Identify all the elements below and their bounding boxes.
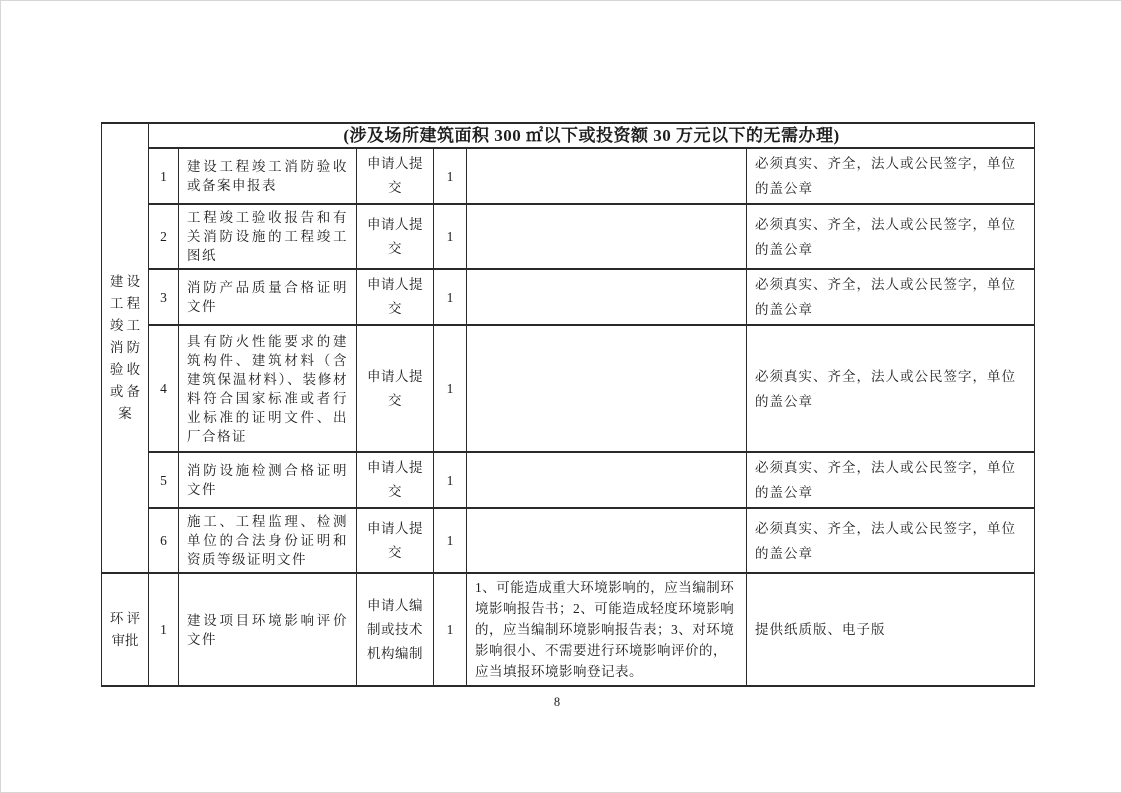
category-line: 案 (118, 406, 132, 421)
material-name-cell: 消防产品质量合格证明文件 (179, 269, 357, 325)
row-number-cell: 1 (149, 573, 179, 686)
count-cell: 1 (434, 325, 467, 452)
count-cell: 1 (434, 452, 467, 508)
material-name-cell: 具有防火性能要求的建筑构件、建筑材料（含建筑保温材料）、装修材料符合国家标准或者行业标准的证明文件、出厂合格证 (179, 325, 357, 452)
category-line: 工 程 (109, 296, 141, 311)
category-line: 竣 工 (109, 318, 141, 333)
category-cell (102, 123, 149, 573)
description-cell (467, 269, 747, 325)
category-line: 建 设 (109, 274, 141, 289)
description-cell (467, 508, 747, 573)
table-row (102, 573, 1035, 686)
description-cell (467, 204, 747, 269)
table-row (102, 452, 1035, 508)
source-cell: 申请人编制或技术机构编制 (357, 573, 434, 686)
row-number-cell: 3 (149, 269, 179, 325)
count-cell: 1 (434, 204, 467, 269)
category-line: 环 评 (109, 610, 141, 626)
row-number-cell: 6 (149, 508, 179, 573)
description-cell (467, 452, 747, 508)
description-cell: 1、可能造成重大环境影响的，应当编制环境影响报告书；2、可能造成轻度环境影响的，应当编制环境影响报告表；3、对环境影响很小、不需要进行环境影响评价的，应当填报环境影响登记表。 (467, 573, 747, 686)
count-cell: 1 (434, 508, 467, 573)
material-name-cell: 工程竣工验收报告和有关消防设施的工程竣工图纸 (179, 204, 357, 269)
count-cell: 1 (434, 269, 467, 325)
requirement-cell: 必须真实、齐全，法人或公民签字，单位的盖公章 (747, 148, 1035, 204)
material-name-cell: 建设工程竣工消防验收或备案申报表 (179, 148, 357, 204)
table-row (102, 148, 1035, 204)
category-line: 审批 (111, 632, 139, 648)
source-cell: 申请人提交 (357, 269, 434, 325)
header-note: (涉及场所建筑面积 300 ㎡以下或投资额 30 万元以下的无需办理) (149, 123, 1035, 148)
table-row (102, 204, 1035, 269)
category-line: 验 收 (109, 362, 141, 377)
source-cell: 申请人提交 (357, 148, 434, 204)
table-body (102, 123, 1035, 686)
requirements-table (101, 122, 1035, 687)
requirement-cell: 必须真实、齐全，法人或公民签字，单位的盖公章 (747, 269, 1035, 325)
row-number-cell: 1 (149, 148, 179, 204)
row-number-cell: 5 (149, 452, 179, 508)
table-row (102, 508, 1035, 573)
count-cell: 1 (434, 148, 467, 204)
table-row (102, 325, 1035, 452)
material-name-cell: 消防设施检测合格证明文件 (179, 452, 357, 508)
row-number-cell: 2 (149, 204, 179, 269)
page-number: 8 (553, 695, 561, 709)
count-cell: 1 (434, 573, 467, 686)
category-cell (102, 573, 149, 686)
requirement-cell: 必须真实、齐全，法人或公民签字，单位的盖公章 (747, 204, 1035, 269)
description-cell (467, 148, 747, 204)
requirement-cell: 必须真实、齐全，法人或公民签字，单位的盖公章 (747, 452, 1035, 508)
source-cell: 申请人提交 (357, 325, 434, 452)
description-cell (467, 325, 747, 452)
row-number-cell: 4 (149, 325, 179, 452)
category-line: 消 防 (109, 340, 141, 355)
material-name-cell: 施工、工程监理、检测单位的合法身份证明和资质等级证明文件 (179, 508, 357, 573)
requirement-cell: 必须真实、齐全，法人或公民签字，单位的盖公章 (747, 508, 1035, 573)
requirement-cell: 必须真实、齐全，法人或公民签字，单位的盖公章 (747, 325, 1035, 452)
source-cell: 申请人提交 (357, 204, 434, 269)
category-line: 或 备 (109, 384, 141, 399)
source-cell: 申请人提交 (357, 508, 434, 573)
material-name-cell: 建设项目环境影响评价文件 (179, 573, 357, 686)
table-header-row (102, 123, 1035, 148)
requirement-cell: 提供纸质版、电子版 (747, 573, 1035, 686)
table-row (102, 269, 1035, 325)
source-cell: 申请人提交 (357, 452, 434, 508)
